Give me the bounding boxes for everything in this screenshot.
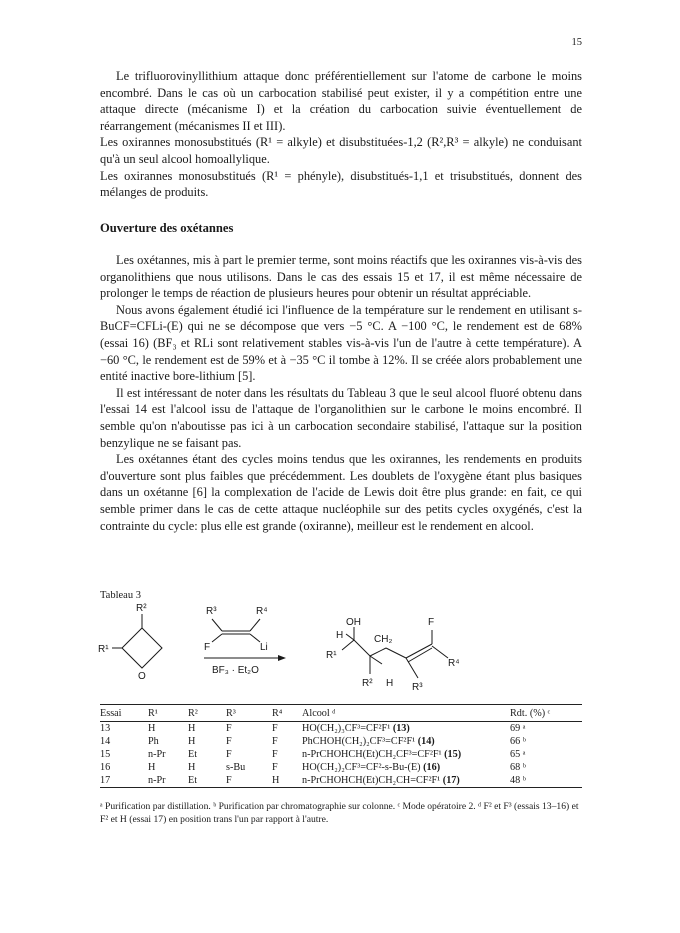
cell-r3: F	[226, 749, 232, 760]
reagent-fluorine-label: F	[204, 642, 211, 653]
cell-rdt: 65 ᵃ	[510, 749, 526, 760]
cell-r4: F	[272, 723, 278, 734]
oxetane-r2-label: R²	[136, 603, 147, 614]
cell-r4: H	[272, 775, 280, 786]
table-row	[100, 748, 582, 761]
header-r3: R³	[226, 705, 272, 722]
cell-r4: F	[272, 762, 278, 773]
compound-number: (16)	[423, 762, 441, 773]
cell-essai: 15	[100, 749, 111, 760]
cell-r3: F	[226, 775, 232, 786]
reagent-r3-label: R³	[206, 606, 217, 617]
section-a-text	[100, 68, 582, 201]
cell-alcool	[302, 748, 510, 761]
alcool-formula: HO(CH₂)₃CF³=CF²F¹	[302, 723, 391, 734]
paragraph: Il est intéressant de noter dans les résultats du Tableau 3 que le seul alcool fluoré obtenu dans l'essai 14 est l'alcool issu de l'attaque de l'organolithien sur le carbone le moins encombré. Il semble qu'on n'aboutisse pas ici à un carbocation secondaire stabilisé, l'attaque sur la position benzylique ne se faisant pas.	[100, 385, 582, 450]
vinyllithium-reagent	[212, 619, 260, 642]
compound-number: (17)	[442, 775, 460, 786]
reaction-scheme	[100, 600, 580, 700]
table-row	[100, 761, 582, 774]
product-fluorine-label: F	[428, 617, 435, 628]
section-heading: Ouverture des oxétannes	[100, 221, 234, 235]
cell-essai: 16	[100, 762, 111, 773]
table-header-row	[100, 705, 582, 722]
paragraph: Le trifluorovinyllithium attaque donc préférentiellement sur l'atome de carbone le moins encombré. Dans le cas où un carbocation stabilisé peut exister, il y a compétition entre une attaque directe (mécanisme I) et la création du carbocation suivie éventuellement de réarrangement (mécanismes II et III).	[100, 69, 582, 133]
table-footnotes: ᵃ Purification par distillation. ᵇ Purification par chromatographie sur colonne. ᶜ Mode opératoire 2. ᵈ F² et F³ (essais 13–16) et F² et H (essai 17) en position trans l'un par rapport à l'autre.	[100, 801, 579, 825]
alcool-formula: HO(CH₂)₂CF³=CF²-s-Bu-(E)	[302, 762, 421, 773]
cell-rdt: 48 ᵇ	[510, 775, 526, 786]
cell-alcool	[302, 722, 510, 736]
product-hydroxyl-label: OH	[346, 617, 361, 628]
oxetane-oxygen-label: O	[138, 671, 146, 682]
cell-essai: 13	[100, 723, 111, 734]
alcool-formula: n-PrCHOHCH(Et)CH₂CH=CF²F¹	[302, 775, 441, 786]
reaction-conditions: BF₃ · Et₂O	[212, 665, 259, 676]
oxetane-r1-label: R¹	[98, 644, 109, 655]
product-h-label: H	[336, 630, 344, 641]
header-essai: Essai	[100, 705, 148, 722]
product-ch2-label: CH₂	[374, 634, 393, 645]
cell-r4: F	[272, 749, 278, 760]
cell-r4: F	[272, 736, 278, 747]
product-r4-label: R⁴	[448, 658, 460, 669]
header-r2: R²	[188, 705, 226, 722]
paragraph: Nous avons également étudié ici l'influence de la température sur le rendement en utilisant s-BuCF=CFLi-(E) qui ne se décompose que vers −5 °C. A −100 °C, le rendement est de 68% (essai 16) (BF₃ et RLi sont relativement stables vis-à-vis l'un de l'autre à cette température). A −60 °C, le rendement est de 59% et à −35 °C il tombe à 12%. Il se créée alors probablement une entité inactive bore-lithium [5].	[100, 302, 582, 384]
cell-r1: n-Pr	[148, 749, 166, 760]
cell-r2: Et	[188, 775, 198, 786]
cell-essai: 14	[100, 736, 111, 747]
product-r2-label: R²	[362, 678, 373, 689]
cell-r2: H	[188, 736, 196, 747]
compound-number: (15)	[444, 749, 462, 760]
cell-r3: s-Bu	[226, 762, 246, 773]
oxetane-substrate	[112, 614, 162, 668]
cell-alcool	[302, 761, 510, 774]
cell-r2: Et	[188, 749, 198, 760]
cell-r2: H	[188, 723, 196, 734]
cell-rdt: 69 ᵃ	[510, 723, 526, 734]
product-structure	[342, 627, 448, 678]
section-b-text	[100, 252, 582, 534]
cell-r2: H	[188, 762, 196, 773]
alcool-formula: PhCHOH(CH₂)₂CF³=CF²F¹	[302, 736, 416, 747]
header-r1: R¹	[148, 705, 188, 722]
cell-r1: Ph	[148, 736, 159, 747]
product-h-bottom-label: H	[386, 678, 394, 689]
header-rdt: Rdt. (%) ᶜ	[510, 705, 582, 722]
product-r1-label: R¹	[326, 650, 337, 661]
table-title: Tableau 3	[100, 590, 141, 601]
compound-number: (14)	[417, 736, 435, 747]
paragraph: Les oxétannes étant des cycles moins tendus que les oxirannes, les rendements en produits d'ouverture sont plus faibles que précédemment. Les doublets de l'oxygène étant plus basiques dans un oxétanne [6] la complexation de l'acide de Lewis doit être plus grande: en fait, ce qui semble primer dans le cas de cette attaque nucléophile sur des petits cycles oxygénés, c'est la contrainte du cycle: plus elle est grande (oxiranne), meilleur est le rendement en alcool.	[100, 452, 582, 533]
cell-alcool	[302, 774, 510, 788]
table-row	[100, 735, 582, 748]
reagent-r4-label: R⁴	[256, 606, 268, 617]
reaction-arrow	[204, 655, 286, 661]
cell-r1: H	[148, 723, 156, 734]
page-number: 15	[571, 37, 582, 48]
table-row	[100, 774, 582, 788]
alcool-formula: n-PrCHOHCH(Et)CH₂CF³=CF²F¹	[302, 749, 442, 760]
paragraph: Les oxétannes, mis à part le premier terme, sont moins réactifs que les oxirannes vis-à-vis des organolithiens que nous utilisons. Dans le cas des essais 15 et 17, il est même nécessaire de prolonger le temps de réaction de plusieurs heures pour obtenir un résultat appréciable.	[100, 253, 582, 301]
header-r4: R⁴	[272, 705, 302, 722]
product-r3-label: R³	[412, 682, 423, 693]
paragraph: Les oxirannes monosubstitués (R¹ = alkyle) et disubstituées-1,2 (R²,R³ = alkyle) ne conduisant qu'à un seul alcool homoallylique.	[100, 135, 582, 166]
paragraph: Les oxirannes monosubstitués (R¹ = phényle), disubstitués-1,1 et trisubstitués, donnent des mélanges de produits.	[100, 168, 582, 200]
cell-r3: F	[226, 736, 232, 747]
cell-rdt: 66 ᵇ	[510, 736, 526, 747]
cell-r3: F	[226, 723, 232, 734]
reagent-lithium-label: Li	[260, 642, 268, 653]
header-alcool: Alcool ᵈ	[302, 705, 510, 722]
cell-r1: H	[148, 762, 156, 773]
cell-rdt: 68 ᵇ	[510, 762, 526, 773]
cell-alcool	[302, 735, 510, 748]
cell-r1: n-Pr	[148, 775, 166, 786]
table-row	[100, 722, 582, 736]
compound-number: (13)	[392, 723, 410, 734]
cell-essai: 17	[100, 775, 111, 786]
results-table	[100, 704, 582, 788]
